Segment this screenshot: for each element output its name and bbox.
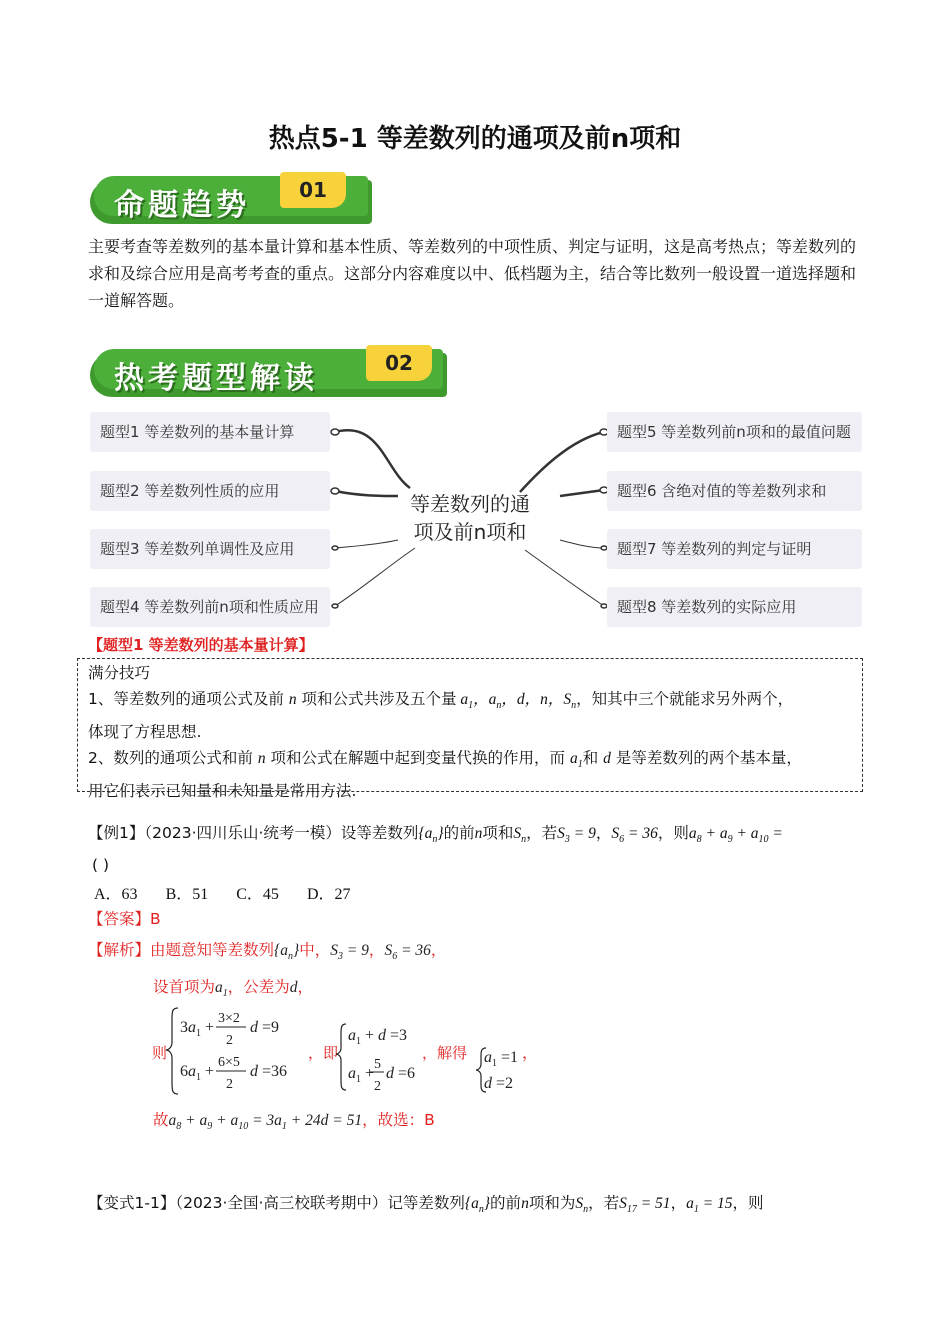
svg-text:3×2: 3×2 [218,1011,240,1026]
svg-text:2: 2 [226,1077,233,1092]
tip-2: 2、数列的通项公式和前 n 项和公式在解题中起到变量代换的作用，而 $a_1$和 d 是等差数列的两个基本量， [88,749,802,771]
topic-4: 题型4 等差数列前n项和性质应用 [90,587,330,627]
tip-2-cont: 用它们表示已知量和未知量是常用方法. [88,782,357,801]
equation-system [150,1000,570,1100]
example1-analysis: 【解析】由题意知等差数列$\{a_n\}$中，$S_3 = 9$，$S_6 = 36$， [88,941,447,963]
svg-text:2: 2 [226,1033,233,1048]
svg-text:a1 +: $a_1$ + [348,1065,375,1085]
svg-text:，: ， [522,1045,539,1062]
topic-5: 题型5 等差数列前n项和的最值问题 [607,412,862,452]
svg-text:d =9: d =9 [250,1019,280,1036]
example1-answer: 【答案】B [88,910,161,928]
center-line-2: 项及前n项和 [413,520,527,544]
topic-2: 题型2 等差数列性质的应用 [90,471,330,511]
tip-1-cont: 体现了方程思想. [88,723,202,742]
svg-text:d =2: d =2 [484,1075,514,1092]
option-c[interactable]: C．45 [236,886,279,903]
trend-paragraph: 主要考查等差数列的基本量计算和基本性质、等差数列的中项性质、判定与证明，这是高考热点；等差数列的求和及综合应用是高考考查的重点。这部分内容难度以中、低档题为主，结合等比数列一般设置一道选择题和一道解答题。 [88,237,857,310]
svg-text:d =36: d =36 [250,1063,288,1080]
svg-text:a1 + d =3: $a_1 + d =3$ [348,1027,408,1047]
tips-title: 满分技巧 [88,664,151,682]
svg-text:3a1 +: $3a_1$ + [180,1019,215,1039]
svg-text:，即: ，即 [308,1044,339,1062]
topic-7: 题型7 等差数列的判定与证明 [607,529,862,569]
svg-text:a1 =1: $a_1 =1$ [484,1049,519,1069]
svg-text:d =6: d =6 [386,1065,416,1082]
svg-text:5: 5 [374,1057,381,1072]
variant1-question: 【变式1-1】（2023·全国·高三校联考期中）记等差数列$\{a_n\}$的前n项和为$S_n$，若$S_{17} = 51$，$a_1 = 15$，则 [88,1194,764,1216]
svg-text:，解得: ，解得 [422,1044,468,1062]
topic-6: 题型6 含绝对值的等差数列求和 [607,471,862,511]
svg-text:则: 则 [152,1044,168,1062]
banner-title: 命题趋势 [114,188,250,223]
topic-3: 题型3 等差数列单调性及应用 [90,529,330,569]
tips-content [88,660,858,804]
svg-text:2: 2 [374,1079,381,1094]
option-a[interactable]: A．63 [94,886,138,903]
example1-options [94,881,514,904]
type1-heading: 【题型1 等差数列的基本量计算】 [88,636,314,654]
section-banner-types [90,345,447,395]
svg-text:6a1 +: $6a_1$ + [180,1063,215,1083]
analysis-line-2: 设首项为$a_1$，公差为d， [153,978,314,1000]
topic-1: 题型1 等差数列的基本量计算 [90,412,330,452]
option-d[interactable]: D．27 [306,886,351,903]
tip-1: 1、等差数列的通项公式及前 n 项和公式共涉及五个量 $a_1$，$a_n$，d，n，$S_n$，知其中三个就能求另外两个， [88,690,794,712]
example1-paren: ( ) [92,856,110,874]
analysis-conclusion: 故$a_8 + a_9 + a_{10} = 3a_1 + 24d = 51$，故选：B [153,1111,435,1133]
section-banner-trend [90,172,372,222]
banner-number: 01 [280,172,346,208]
topic-8: 题型8 等差数列的实际应用 [607,587,862,627]
example1-question: 【例1】（2023·四川乐山·统考一模）设等差数列$\{a_n\}$的前n项和$S_n$，若$S_3 = 9$，$S_6 = 36$，则$a_8 + a_9 + a_{10}$ = [88,824,783,846]
page-title: 热点5-1 等差数列的通项及前n项和 [268,124,682,154]
option-b[interactable]: B．51 [165,886,209,903]
svg-text:6×5: 6×5 [218,1055,240,1070]
banner-title: 热考题型解读 [114,361,318,396]
mindmap-center [390,490,550,546]
center-line-1: 等差数列的通 [410,492,530,516]
banner-number: 02 [366,345,432,381]
